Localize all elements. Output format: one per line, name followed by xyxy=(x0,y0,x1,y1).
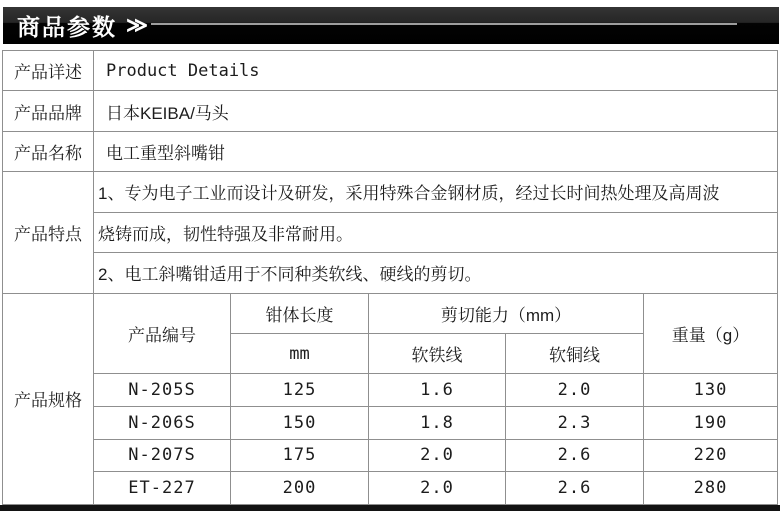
spec-length: 125 xyxy=(231,374,369,407)
spec-col-iron-header: 软铁线 xyxy=(369,333,506,373)
spec-copper: 2.0 xyxy=(506,374,644,407)
table-row-features-3 xyxy=(3,253,778,293)
feature-line-3: 2、电工斜嘴钳适用于不同种类软线、硬线的剪切。 xyxy=(94,253,778,293)
spec-weight: 280 xyxy=(644,472,778,505)
spec-col-model-header: 产品编号 xyxy=(94,293,231,374)
spec-col-length-header: 钳体长度 xyxy=(231,293,369,333)
feature-line-2: 烧铸而成，韧性特强及非常耐用。 xyxy=(94,212,778,252)
spec-model: N-207S xyxy=(94,439,231,472)
spec-row xyxy=(3,407,778,440)
spec-weight: 220 xyxy=(644,439,778,472)
spec-length: 175 xyxy=(231,439,369,472)
section-title: 商品参数 xyxy=(17,14,117,40)
spec-weight: 190 xyxy=(644,407,778,440)
table-row-details xyxy=(3,51,778,91)
table-row-features-2 xyxy=(3,212,778,252)
spec-iron: 1.8 xyxy=(369,407,506,440)
row-label-features: 产品特点 xyxy=(3,172,94,293)
feature-line-1: 1、专为电子工业而设计及研发，采用特殊合金钢材质，经过长时间热处理及高周波 xyxy=(94,172,778,212)
spec-row xyxy=(3,439,778,472)
spec-copper: 2.6 xyxy=(506,472,644,505)
row-label-details: 产品详述 xyxy=(3,51,94,91)
table-row-name xyxy=(3,131,778,171)
row-label-name: 产品名称 xyxy=(3,131,94,171)
spec-model: N-205S xyxy=(94,374,231,407)
row-value-details: Product Details xyxy=(94,51,778,91)
spec-length: 200 xyxy=(231,472,369,505)
row-value-name: 电工重型斜嘴钳 xyxy=(94,131,778,171)
spec-length: 150 xyxy=(231,407,369,440)
spec-iron: 1.6 xyxy=(369,374,506,407)
spec-col-cutting-header: 剪切能力（mm） xyxy=(369,293,644,333)
spec-weight: 130 xyxy=(644,374,778,407)
bottom-divider-bar xyxy=(0,505,780,511)
section-header-bar xyxy=(3,7,779,44)
spec-col-copper-header: 软铜线 xyxy=(506,333,644,373)
row-label-brand: 产品品牌 xyxy=(3,91,94,131)
parameters-table xyxy=(2,50,778,505)
spec-row xyxy=(3,472,778,505)
spec-header-row-1 xyxy=(3,293,778,333)
row-value-brand: 日本KEIBA/马头 xyxy=(94,91,778,131)
spec-iron: 2.0 xyxy=(369,439,506,472)
table-row-features-1 xyxy=(3,172,778,212)
spec-model: N-206S xyxy=(94,407,231,440)
spec-row xyxy=(3,374,778,407)
header-rule xyxy=(151,23,737,25)
spec-model: ET-227 xyxy=(94,472,231,505)
table-row-brand xyxy=(3,91,778,131)
spec-copper: 2.6 xyxy=(506,439,644,472)
double-chevron-icon: ≫ xyxy=(126,14,148,37)
spec-col-weight-header: 重量（g） xyxy=(644,293,778,374)
spec-col-length-unit: mm xyxy=(231,333,369,373)
spec-copper: 2.3 xyxy=(506,407,644,440)
spec-iron: 2.0 xyxy=(369,472,506,505)
row-label-specs: 产品规格 xyxy=(3,293,94,504)
